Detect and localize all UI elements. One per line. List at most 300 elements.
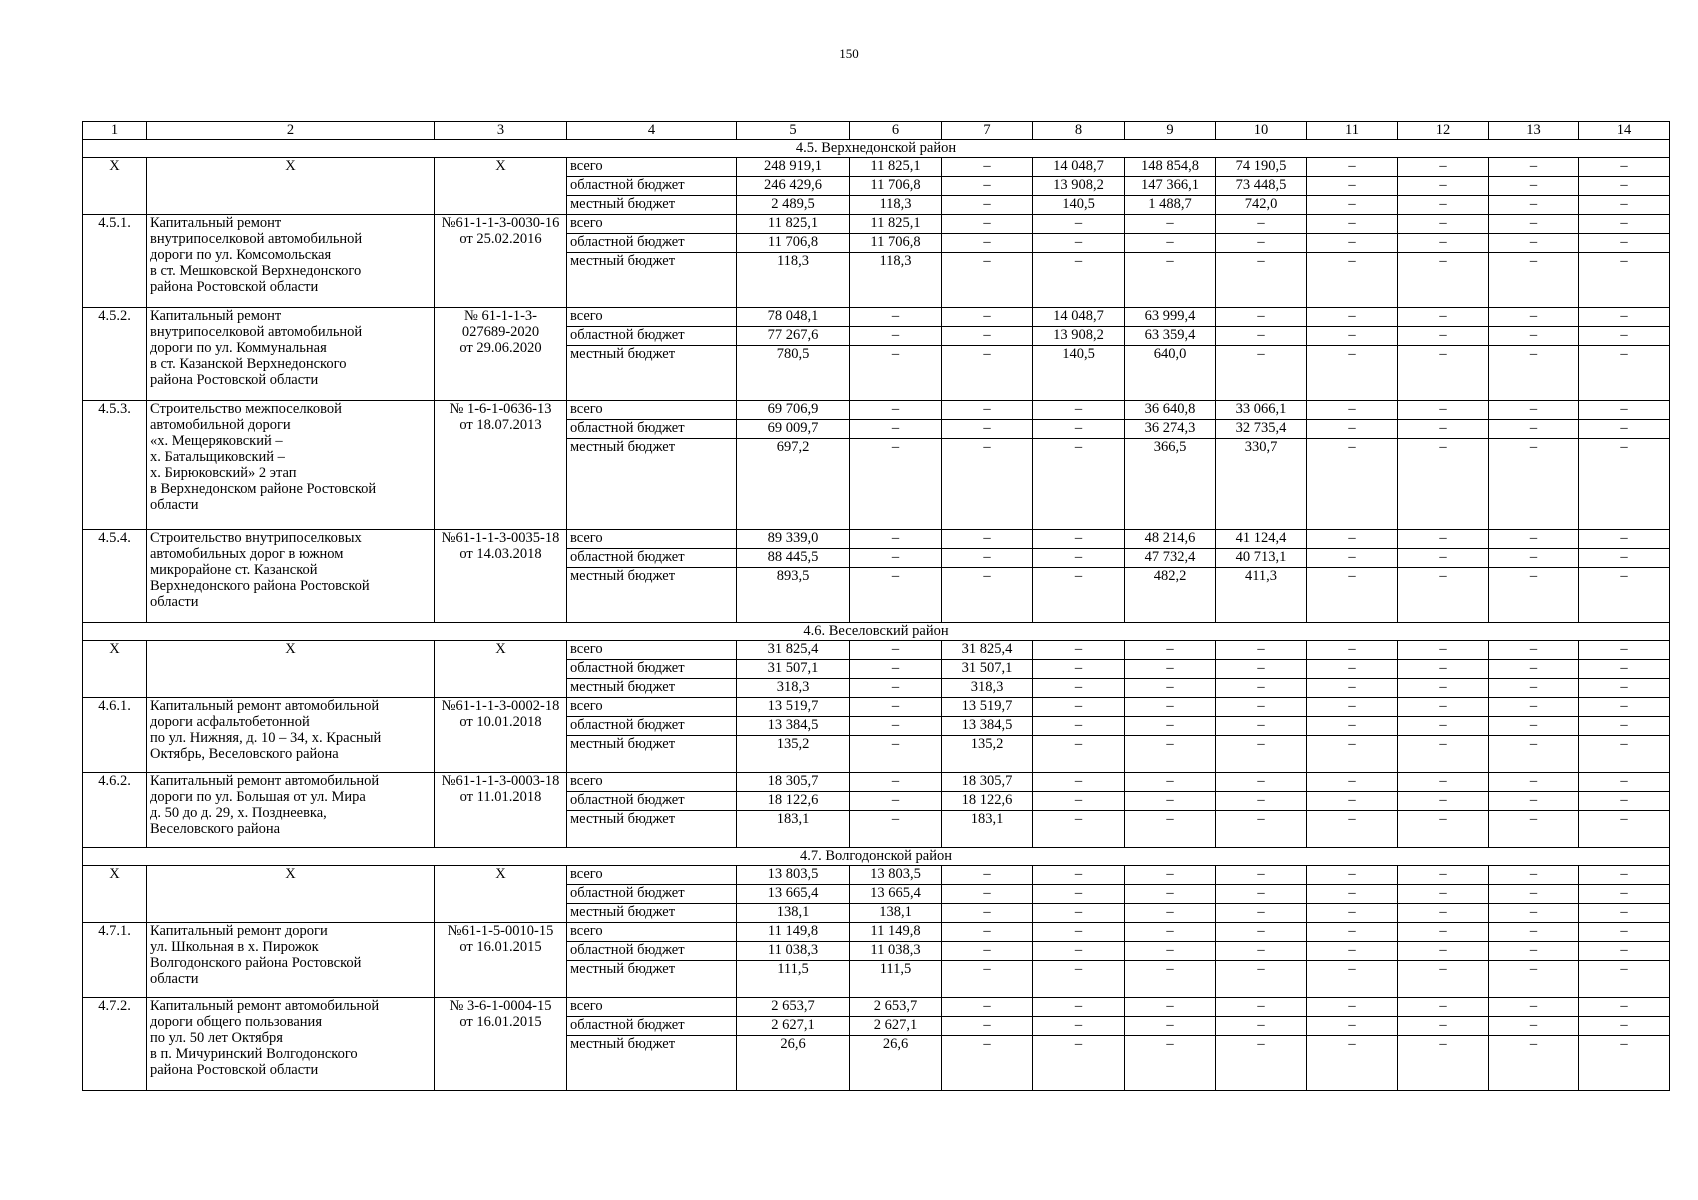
value-cell: – xyxy=(1489,1036,1579,1091)
value-cell: – xyxy=(1307,698,1398,717)
value-cell: 13 665,4 xyxy=(737,885,850,904)
value-cell: – xyxy=(1489,698,1579,717)
value-cell: – xyxy=(1216,998,1307,1017)
funding-source: областной бюджет xyxy=(567,327,737,346)
section-row xyxy=(83,140,1670,158)
value-cell: 31 825,4 xyxy=(737,641,850,660)
item-document-line: №61-1-5-0010-15 xyxy=(447,923,554,939)
value-cell: – xyxy=(1033,773,1125,792)
funding-source: областной бюджет xyxy=(567,234,737,253)
value-cell: – xyxy=(1489,215,1579,234)
funding-source: местный бюджет xyxy=(567,1036,737,1091)
value-cell: 14 048,7 xyxy=(1033,308,1125,327)
value-cell: – xyxy=(1216,923,1307,942)
value-cell: – xyxy=(942,923,1033,942)
item-document-line: от 29.06.2020 xyxy=(459,340,542,356)
value-cell: – xyxy=(1398,1036,1489,1091)
value-cell: – xyxy=(1307,1017,1398,1036)
value-cell: – xyxy=(1125,234,1216,253)
value-cell: – xyxy=(1579,346,1670,401)
value-cell: 2 653,7 xyxy=(850,998,942,1017)
value-cell: – xyxy=(942,904,1033,923)
item-name-line: х. Батальщиковский – xyxy=(150,449,285,465)
item-name-line: дороги асфальтобетонной xyxy=(150,714,310,730)
value-cell: 18 305,7 xyxy=(737,773,850,792)
value-cell: – xyxy=(850,717,942,736)
value-cell: – xyxy=(1489,327,1579,346)
value-cell: 18 122,6 xyxy=(737,792,850,811)
value-cell: – xyxy=(1489,568,1579,623)
value-cell: – xyxy=(1125,215,1216,234)
value-cell: 26,6 xyxy=(850,1036,942,1091)
value-cell: – xyxy=(1307,158,1398,177)
value-cell: 183,1 xyxy=(737,811,850,848)
item-name-line: Капитальный ремонт автомобильной xyxy=(150,998,380,1014)
funding-source: всего xyxy=(567,998,737,1017)
value-cell: – xyxy=(1033,942,1125,961)
total-row xyxy=(83,641,1670,660)
value-cell: – xyxy=(1216,792,1307,811)
value-cell: – xyxy=(942,961,1033,998)
value-cell: 11 825,1 xyxy=(850,158,942,177)
funding-source: всего xyxy=(567,641,737,660)
value-cell: – xyxy=(1489,641,1579,660)
value-cell: – xyxy=(1307,641,1398,660)
value-cell: – xyxy=(1125,253,1216,308)
value-cell: – xyxy=(1398,401,1489,420)
value-cell: – xyxy=(1398,660,1489,679)
value-cell: – xyxy=(1216,327,1307,346)
value-cell: – xyxy=(1307,660,1398,679)
item-name-line: области xyxy=(150,594,199,610)
value-cell: – xyxy=(1216,641,1307,660)
item-document xyxy=(435,923,567,998)
value-cell: 13 908,2 xyxy=(1033,327,1125,346)
value-cell: – xyxy=(1579,1036,1670,1091)
value-cell: 33 066,1 xyxy=(1216,401,1307,420)
item-row xyxy=(83,308,1670,327)
value-cell: – xyxy=(1125,1036,1216,1091)
value-cell: – xyxy=(942,866,1033,885)
value-cell: – xyxy=(1307,811,1398,848)
value-cell: 31 825,4 xyxy=(942,641,1033,660)
value-cell: – xyxy=(1307,215,1398,234)
item-name xyxy=(147,998,435,1091)
value-cell: 118,3 xyxy=(850,253,942,308)
value-cell: – xyxy=(1307,679,1398,698)
value-cell: – xyxy=(850,530,942,549)
item-name xyxy=(147,641,435,698)
item-name-line: дороги по ул. Комсомольская xyxy=(150,247,332,263)
item-name xyxy=(147,866,435,923)
value-cell: – xyxy=(1398,439,1489,530)
value-cell: – xyxy=(1307,717,1398,736)
value-cell: – xyxy=(1579,158,1670,177)
value-cell: 2 627,1 xyxy=(737,1017,850,1036)
page-number: 150 xyxy=(839,46,859,61)
value-cell: – xyxy=(1033,215,1125,234)
value-cell: 2 489,5 xyxy=(737,196,850,215)
value-cell: – xyxy=(1033,717,1125,736)
value-cell: – xyxy=(1579,660,1670,679)
value-cell: 2 627,1 xyxy=(850,1017,942,1036)
value-cell: – xyxy=(1125,866,1216,885)
value-cell: – xyxy=(1033,1017,1125,1036)
item-number: X xyxy=(83,158,147,215)
value-cell: 78 048,1 xyxy=(737,308,850,327)
value-cell: – xyxy=(1033,866,1125,885)
funding-source: всего xyxy=(567,773,737,792)
value-cell: – xyxy=(1307,327,1398,346)
value-cell: – xyxy=(1307,530,1398,549)
value-cell: – xyxy=(850,327,942,346)
value-cell: – xyxy=(1125,961,1216,998)
funding-source: всего xyxy=(567,215,737,234)
item-name xyxy=(147,158,435,215)
section-title: 4.7. Волгодонской район xyxy=(83,848,1670,866)
value-cell: – xyxy=(1489,717,1579,736)
value-cell: – xyxy=(1033,234,1125,253)
value-cell: – xyxy=(1216,215,1307,234)
value-cell: – xyxy=(1125,1017,1216,1036)
item-number: 4.5.1. xyxy=(83,215,147,308)
value-cell: – xyxy=(1398,904,1489,923)
value-cell: – xyxy=(1489,177,1579,196)
item-name-line: Капитальный ремонт автомобильной xyxy=(150,698,380,714)
item-name-line: Октябрь, Веселовского района xyxy=(150,746,339,762)
value-cell: 11 825,1 xyxy=(850,215,942,234)
value-cell: – xyxy=(942,253,1033,308)
item-name-line: Верхнедонского района Ростовской xyxy=(150,578,370,594)
value-cell: – xyxy=(1579,641,1670,660)
value-cell: – xyxy=(1216,866,1307,885)
budget-table xyxy=(82,121,1670,1091)
value-cell: – xyxy=(942,1036,1033,1091)
value-cell: – xyxy=(1489,866,1579,885)
item-document-line: от 16.01.2015 xyxy=(459,1014,542,1030)
item-document-line: от 16.01.2015 xyxy=(459,939,542,955)
column-header: 2 xyxy=(147,122,435,140)
value-cell: – xyxy=(1125,773,1216,792)
value-cell: 13 519,7 xyxy=(942,698,1033,717)
value-cell: – xyxy=(1489,196,1579,215)
value-cell: – xyxy=(1398,158,1489,177)
value-cell: 366,5 xyxy=(1125,439,1216,530)
value-cell: 11 149,8 xyxy=(737,923,850,942)
value-cell: 69 706,9 xyxy=(737,401,850,420)
value-cell: – xyxy=(1398,308,1489,327)
value-cell: – xyxy=(1307,401,1398,420)
value-cell: 89 339,0 xyxy=(737,530,850,549)
value-cell: – xyxy=(1125,660,1216,679)
value-cell: – xyxy=(1398,698,1489,717)
value-cell: – xyxy=(1489,811,1579,848)
item-document xyxy=(435,530,567,623)
value-cell: – xyxy=(1398,1017,1489,1036)
funding-source: местный бюджет xyxy=(567,568,737,623)
value-cell: 411,3 xyxy=(1216,568,1307,623)
item-name-line: Капитальный ремонт xyxy=(150,215,282,231)
item-name-line: района Ростовской области xyxy=(150,1062,319,1078)
value-cell: – xyxy=(1489,679,1579,698)
item-document xyxy=(435,308,567,401)
value-cell: – xyxy=(1579,904,1670,923)
value-cell: – xyxy=(1398,811,1489,848)
item-document-line: X xyxy=(495,866,506,882)
value-cell: 640,0 xyxy=(1125,346,1216,401)
item-document-line: от 10.01.2018 xyxy=(459,714,542,730)
item-name-line: дороги общего пользования xyxy=(150,1014,322,1030)
funding-source: всего xyxy=(567,923,737,942)
item-name-line: «х. Мещеряковский – xyxy=(150,433,283,449)
value-cell: 248 919,1 xyxy=(737,158,850,177)
value-cell: – xyxy=(850,439,942,530)
value-cell: 18 305,7 xyxy=(942,773,1033,792)
item-row xyxy=(83,923,1670,942)
value-cell: – xyxy=(850,736,942,773)
value-cell: – xyxy=(1307,904,1398,923)
value-cell: – xyxy=(1307,177,1398,196)
column-header: 8 xyxy=(1033,122,1125,140)
item-document-line: 027689-2020 xyxy=(461,324,540,340)
funding-source: местный бюджет xyxy=(567,811,737,848)
value-cell: – xyxy=(942,549,1033,568)
item-document-line: №61-1-1-3-0035-18 xyxy=(441,530,560,546)
value-cell: – xyxy=(1489,234,1579,253)
value-cell: – xyxy=(1579,698,1670,717)
value-cell: – xyxy=(1216,811,1307,848)
value-cell: – xyxy=(1125,679,1216,698)
value-cell: – xyxy=(1125,792,1216,811)
item-number: 4.5.2. xyxy=(83,308,147,401)
column-header: 3 xyxy=(435,122,567,140)
value-cell: – xyxy=(850,308,942,327)
value-cell: 140,5 xyxy=(1033,196,1125,215)
value-cell: – xyxy=(1489,736,1579,773)
item-document xyxy=(435,158,567,215)
value-cell: – xyxy=(1579,327,1670,346)
value-cell: – xyxy=(942,234,1033,253)
item-number: 4.5.4. xyxy=(83,530,147,623)
item-document-line: №61-1-1-3-0030-16 xyxy=(441,215,560,231)
value-cell: – xyxy=(1033,641,1125,660)
funding-source: областной бюджет xyxy=(567,177,737,196)
column-header: 7 xyxy=(942,122,1033,140)
item-document-line: № 1-6-1-0636-13 xyxy=(449,401,552,417)
column-header: 13 xyxy=(1489,122,1579,140)
value-cell: – xyxy=(942,439,1033,530)
item-number: 4.7.2. xyxy=(83,998,147,1091)
value-cell: 118,3 xyxy=(737,253,850,308)
value-cell: – xyxy=(1579,885,1670,904)
item-name xyxy=(147,215,435,308)
item-document-line: от 25.02.2016 xyxy=(459,231,542,247)
value-cell: – xyxy=(1125,998,1216,1017)
funding-source: местный бюджет xyxy=(567,961,737,998)
item-document xyxy=(435,773,567,848)
item-document xyxy=(435,215,567,308)
value-cell: 18 122,6 xyxy=(942,792,1033,811)
value-cell: – xyxy=(1216,1017,1307,1036)
funding-source: областной бюджет xyxy=(567,717,737,736)
value-cell: 140,5 xyxy=(1033,346,1125,401)
value-cell: – xyxy=(850,420,942,439)
value-cell: 13 384,5 xyxy=(942,717,1033,736)
value-cell: – xyxy=(1307,923,1398,942)
value-cell: – xyxy=(1033,904,1125,923)
value-cell: – xyxy=(942,346,1033,401)
section-title: 4.5. Верхнедонской район xyxy=(83,140,1670,158)
item-name-line: X xyxy=(285,641,296,657)
value-cell: – xyxy=(850,773,942,792)
value-cell: 147 366,1 xyxy=(1125,177,1216,196)
value-cell: 138,1 xyxy=(850,904,942,923)
value-cell: – xyxy=(1489,885,1579,904)
value-cell: – xyxy=(1579,420,1670,439)
value-cell: – xyxy=(1579,308,1670,327)
value-cell: – xyxy=(1579,773,1670,792)
item-document-line: № 61-1-1-3- xyxy=(463,308,538,324)
value-cell: 69 009,7 xyxy=(737,420,850,439)
value-cell: 36 274,3 xyxy=(1125,420,1216,439)
value-cell: – xyxy=(1216,253,1307,308)
item-document-line: №61-1-1-3-0002-18 xyxy=(441,698,560,714)
value-cell: 148 854,8 xyxy=(1125,158,1216,177)
value-cell: – xyxy=(1307,308,1398,327)
column-header: 9 xyxy=(1125,122,1216,140)
funding-source: местный бюджет xyxy=(567,679,737,698)
value-cell: – xyxy=(1307,773,1398,792)
item-name-line: внутрипоселковой автомобильной xyxy=(150,324,363,340)
value-cell: – xyxy=(1125,904,1216,923)
value-cell: – xyxy=(1489,773,1579,792)
funding-source: местный бюджет xyxy=(567,439,737,530)
item-name-line: в п. Мичуринский Волгодонского xyxy=(150,1046,358,1062)
value-cell: – xyxy=(1579,530,1670,549)
value-cell: – xyxy=(1216,308,1307,327)
funding-source: всего xyxy=(567,698,737,717)
value-cell: – xyxy=(1398,679,1489,698)
value-cell: 36 640,8 xyxy=(1125,401,1216,420)
item-row xyxy=(83,698,1670,717)
item-document-line: от 18.07.2013 xyxy=(459,417,542,433)
value-cell: – xyxy=(1579,215,1670,234)
value-cell: – xyxy=(1033,253,1125,308)
funding-source: областной бюджет xyxy=(567,1017,737,1036)
funding-source: областной бюджет xyxy=(567,942,737,961)
value-cell: 88 445,5 xyxy=(737,549,850,568)
item-document xyxy=(435,998,567,1091)
value-cell: – xyxy=(1033,420,1125,439)
value-cell: – xyxy=(1307,439,1398,530)
value-cell: – xyxy=(1489,439,1579,530)
value-cell: – xyxy=(942,420,1033,439)
item-name-line: в ст. Казанской Верхнедонского xyxy=(150,356,347,372)
value-cell: – xyxy=(1489,660,1579,679)
value-cell: – xyxy=(1125,736,1216,773)
value-cell: – xyxy=(1398,549,1489,568)
value-cell: – xyxy=(1033,1036,1125,1091)
value-cell: – xyxy=(1033,549,1125,568)
value-cell: – xyxy=(942,215,1033,234)
value-cell: – xyxy=(1489,253,1579,308)
value-cell: – xyxy=(942,158,1033,177)
value-cell: 47 732,4 xyxy=(1125,549,1216,568)
value-cell: – xyxy=(850,698,942,717)
value-cell: – xyxy=(1398,885,1489,904)
item-name-line: Строительство внутрипоселковых xyxy=(150,530,362,546)
value-cell: 77 267,6 xyxy=(737,327,850,346)
value-cell: – xyxy=(1216,904,1307,923)
value-cell: 118,3 xyxy=(850,196,942,215)
value-cell: – xyxy=(1307,346,1398,401)
value-cell: – xyxy=(1033,811,1125,848)
value-cell: 40 713,1 xyxy=(1216,549,1307,568)
value-cell: – xyxy=(1307,885,1398,904)
value-cell: – xyxy=(850,346,942,401)
value-cell: – xyxy=(1398,773,1489,792)
value-cell: – xyxy=(1033,660,1125,679)
value-cell: – xyxy=(942,177,1033,196)
item-name-line: района Ростовской области xyxy=(150,372,319,388)
value-cell: – xyxy=(1579,234,1670,253)
value-cell: 11 038,3 xyxy=(850,942,942,961)
item-name-line: района Ростовской области xyxy=(150,279,319,295)
section-row xyxy=(83,623,1670,641)
value-cell: – xyxy=(942,942,1033,961)
value-cell: 318,3 xyxy=(942,679,1033,698)
value-cell: 246 429,6 xyxy=(737,177,850,196)
value-cell: – xyxy=(1579,177,1670,196)
value-cell: 135,2 xyxy=(737,736,850,773)
item-name-line: Веселовского района xyxy=(150,821,281,837)
value-cell: – xyxy=(1398,736,1489,773)
item-name xyxy=(147,923,435,998)
value-cell: – xyxy=(1033,568,1125,623)
item-name xyxy=(147,401,435,530)
item-name-line: Волгодонского района Ростовской xyxy=(150,955,362,971)
item-name-line: ул. Школьная в х. Пирожок xyxy=(150,939,319,955)
table-body xyxy=(83,122,1670,1091)
value-cell: 73 448,5 xyxy=(1216,177,1307,196)
item-number: 4.7.1. xyxy=(83,923,147,998)
item-document-line: от 11.01.2018 xyxy=(459,789,542,805)
value-cell: 14 048,7 xyxy=(1033,158,1125,177)
funding-source: всего xyxy=(567,401,737,420)
value-cell: – xyxy=(1398,346,1489,401)
item-row xyxy=(83,773,1670,792)
value-cell: – xyxy=(1579,401,1670,420)
item-document-line: X xyxy=(495,158,506,174)
value-cell: – xyxy=(1307,736,1398,773)
value-cell: – xyxy=(850,401,942,420)
value-cell: 183,1 xyxy=(942,811,1033,848)
item-document-line: от 14.03.2018 xyxy=(459,546,542,562)
funding-source: всего xyxy=(567,158,737,177)
value-cell: 111,5 xyxy=(850,961,942,998)
section-title: 4.6. Веселовский район xyxy=(83,623,1670,641)
value-cell: – xyxy=(1398,998,1489,1017)
value-cell: – xyxy=(1033,401,1125,420)
value-cell: – xyxy=(1489,923,1579,942)
value-cell: – xyxy=(1033,736,1125,773)
value-cell: – xyxy=(850,641,942,660)
funding-source: местный бюджет xyxy=(567,736,737,773)
value-cell: – xyxy=(1307,196,1398,215)
value-cell: – xyxy=(1579,253,1670,308)
table-header-row xyxy=(83,122,1670,140)
value-cell: 111,5 xyxy=(737,961,850,998)
